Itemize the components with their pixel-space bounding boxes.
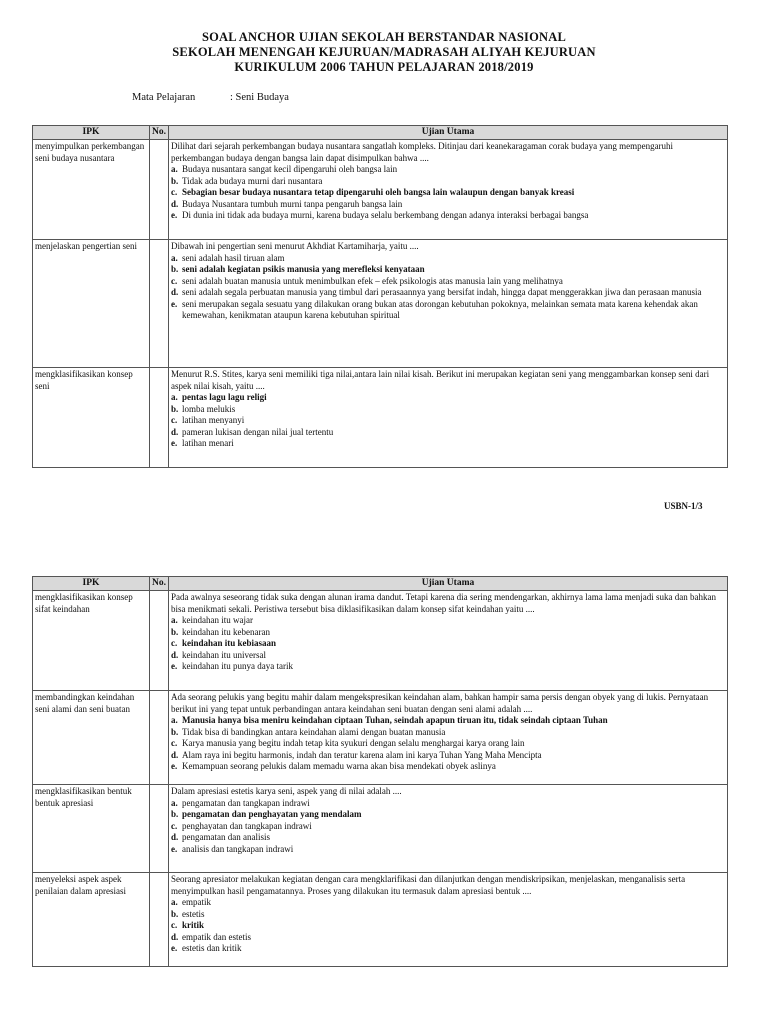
- answer-option: [171, 832, 725, 844]
- page-number: USBN-1/3: [664, 501, 703, 511]
- answer-option: [171, 253, 725, 265]
- answer-option: [171, 199, 725, 211]
- option-text: pengamatan dan penghayatan yang mendalam: [182, 809, 362, 819]
- answer-option: [171, 761, 725, 773]
- option-text: analisis dan tangkapan indrawi: [182, 843, 294, 854]
- ipk-cell: mengklasifikasikan bentuk bentuk apresiasi: [33, 785, 150, 873]
- number-cell: [150, 140, 169, 240]
- answer-option: [171, 264, 725, 276]
- question-row: [33, 691, 728, 785]
- ipk-cell: menjelaskan pengertian seni: [33, 240, 150, 368]
- answer-option: [171, 661, 725, 673]
- option-letter: a.: [171, 392, 178, 402]
- question-table-1: [32, 125, 728, 468]
- option-letter: a.: [171, 897, 178, 907]
- question-cell: [169, 240, 728, 368]
- option-letter: e.: [171, 438, 178, 448]
- option-text: Tidak ada budaya murni dari nusantara: [182, 175, 323, 186]
- option-letter: d.: [171, 931, 179, 942]
- option-letter: b.: [171, 726, 179, 737]
- option-text: latihan menyanyi: [182, 415, 245, 425]
- option-text: seni adalah hasil tiruan alam: [182, 252, 285, 263]
- option-text: latihan menari: [182, 438, 234, 448]
- subject-label: Mata Pelajaran: [132, 92, 196, 103]
- option-text: keindahan itu wajar: [182, 615, 253, 625]
- option-text: Manusia hanya bisa meniru keindahan ciptaan Tuhan, seindah apapun tiruan itu, tidak seindah ciptaan Tuhan: [182, 715, 608, 725]
- header-line-1: SOAL ANCHOR UJIAN SEKOLAH BERSTANDAR NASIONAL: [201, 30, 567, 44]
- answer-option: [171, 650, 725, 662]
- header-ipk: IPK: [33, 126, 150, 140]
- ipk-cell: menyimpulkan perkembangan seni budaya nusantara: [33, 140, 150, 240]
- option-text: Sebagian besar budaya nusantara tetap dipengaruhi oleh bangsa lain walaupun dengan banyak kreasi: [182, 187, 575, 197]
- option-letter: b.: [171, 809, 179, 819]
- option-text: seni adalah segala perbuatan manusia yang timbul dari perasaannya yang bersifat indah, hingga dapat menggerakkan jiwa dan perasaan manusia: [182, 287, 702, 297]
- ipk-cell: menyeleksi aspek aspek penilaian dalam apresiasi: [33, 873, 150, 967]
- option-letter: c.: [171, 638, 178, 648]
- option-text: seni adalah kegiatan psikis manusia yang merefleksi kenyataan: [182, 264, 425, 274]
- answer-option: [171, 943, 725, 955]
- question-table-2: [32, 576, 728, 967]
- option-letter: a.: [171, 715, 178, 725]
- header-no: No.: [150, 126, 169, 140]
- answer-option: [171, 909, 725, 921]
- question-cell: [169, 140, 728, 240]
- option-letter: c.: [171, 920, 178, 930]
- number-cell: [150, 368, 169, 468]
- option-letter: a.: [171, 797, 178, 808]
- header-ipk: IPK: [33, 577, 150, 591]
- question-row: [33, 140, 728, 240]
- question-stem: Seorang apresiator melakukan kegiatan dengan cara mengklarifikasi dan dilanjutkan dengan mendiskripsikan, menjelaskan, menganalisis serta menyimpulkan hasil pengamatannya. Proses yang dilakukan itu termasuk dalam apresiasi bentuk ....: [171, 874, 686, 896]
- option-letter: d.: [171, 749, 179, 760]
- option-text: seni merupakan segala sesuatu yang dilakukan orang bukan atas dorongan kebutuhan pokoknya, melainkan semata mata karena kehendak akan kemewahan, kenikmatan ataupun karena kebutuhan spiritual: [182, 298, 698, 320]
- option-letter: a.: [171, 252, 178, 263]
- option-letter: b.: [171, 175, 179, 186]
- ipk-cell: mengklasifikasikan konsep sifat keindahan: [33, 591, 150, 691]
- question-stem: Dibawah ini pengertian seni menurut Akhdiat Kartamiharja, yaitu ....: [171, 241, 419, 251]
- option-letter: e.: [171, 298, 178, 309]
- question-stem: Menurut R.S. Stites, karya seni memiliki tiga nilai,antara lain nilai kisah. Berikut ini merupakan kegiatan seni yang menggambarkan konsep seni dari aspek nilai kisah, yaitu ....: [171, 369, 710, 391]
- option-letter: d.: [171, 649, 179, 660]
- option-text: penghayatan dan tangkapan indrawi: [182, 820, 312, 831]
- option-letter: c.: [171, 820, 178, 831]
- subject-value: : Seni Budaya: [230, 92, 289, 103]
- header-ujian: Ujian Utama: [169, 126, 728, 140]
- option-letter: d.: [171, 198, 179, 209]
- answer-option: [171, 627, 725, 639]
- answer-option: [171, 920, 725, 932]
- answer-option: [171, 615, 725, 627]
- option-text: keindahan itu kebenaran: [182, 626, 270, 637]
- answer-option: [171, 287, 725, 299]
- answer-option: [171, 210, 725, 222]
- option-text: Alam raya ini begitu harmonis, indah dan teratur karena alam ini karya Tuhan Yang Maha Mencipta: [182, 749, 542, 760]
- answer-option: [171, 715, 725, 727]
- option-letter: b.: [171, 908, 179, 919]
- document-header: [0, 30, 768, 75]
- question-cell: [169, 368, 728, 468]
- option-letter: b.: [171, 264, 179, 274]
- option-text: empatik dan estetis: [182, 931, 251, 942]
- question-row: [33, 591, 728, 691]
- question-stem: Ada seorang pelukis yang begitu mahir dalam mengekspresikan keindahan alam, bahkan hampir sama persis dengan obyek yang di lukis. Pernyataan berikut ini yang tepat untuk perbandingan antara keindahan seni buatan dengan seni alami adalah ....: [171, 692, 709, 714]
- question-stem: Dalam apresiasi estetis karya seni, aspek yang di nilai adalah ....: [171, 786, 402, 796]
- option-text: pengamatan dan analisis: [182, 832, 270, 842]
- option-text: seni adalah buatan manusia untuk menimbulkan efek – efek psikologis atas manusia lain yang melihatnya: [182, 275, 563, 286]
- answer-option: [171, 798, 725, 810]
- header-ujian: Ujian Utama: [169, 577, 728, 591]
- option-letter: d.: [171, 426, 179, 437]
- question-stem: Pada awalnya seseorang tidak suka dengan alunan irama dandut. Tetapi karena dia sering mendengarkan, akhirnya lama lama menjadi suka dan bahkan bisa menikmati sekali. Peristiwa tersebut bisa diklasifikasikan dalam konsep sifat keindahan yaitu ....: [171, 592, 717, 614]
- option-letter: e.: [171, 761, 178, 771]
- answer-option: [171, 276, 725, 288]
- option-text: empatik: [182, 897, 211, 907]
- answer-option: [171, 638, 725, 650]
- question-cell: [169, 785, 728, 873]
- option-letter: c.: [171, 187, 178, 197]
- answer-option: [171, 187, 725, 199]
- number-cell: [150, 591, 169, 691]
- answer-option: [171, 164, 725, 176]
- option-text: keindahan itu kebiasaan: [182, 638, 277, 648]
- ipk-cell: membandingkan keindahan seni alami dan seni buatan: [33, 691, 150, 785]
- option-letter: a.: [171, 615, 178, 625]
- answer-option: [171, 897, 725, 909]
- option-letter: b.: [171, 626, 179, 637]
- answer-option: [171, 299, 725, 322]
- option-letter: c.: [171, 738, 178, 748]
- question-row: [33, 240, 728, 368]
- answer-option: [171, 415, 725, 427]
- header-no: No.: [150, 577, 169, 591]
- answer-option: [171, 809, 725, 821]
- answer-option: [171, 404, 725, 416]
- subject-line: [132, 92, 289, 103]
- option-text: kritik: [182, 920, 205, 930]
- question-row: [33, 785, 728, 873]
- option-letter: e.: [171, 943, 178, 953]
- answer-option: [171, 750, 725, 762]
- answer-option: [171, 727, 725, 739]
- answer-option: [171, 427, 725, 439]
- number-cell: [150, 240, 169, 368]
- answer-option: [171, 821, 725, 833]
- option-letter: e.: [171, 661, 178, 671]
- option-letter: e.: [171, 843, 178, 854]
- number-cell: [150, 785, 169, 873]
- option-text: Budaya nusantara sangat kecil dipengaruhi oleh bangsa lain: [182, 164, 398, 174]
- option-text: Karya manusia yang begitu indah tetap kita syukuri dengan selalu menghargai karya orang lain: [182, 738, 525, 748]
- answer-option: [171, 438, 725, 450]
- option-text: keindahan itu punya daya tarik: [182, 661, 293, 671]
- option-letter: b.: [171, 403, 179, 414]
- number-cell: [150, 691, 169, 785]
- question-cell: [169, 873, 728, 967]
- question-cell: [169, 591, 728, 691]
- option-text: lomba melukis: [182, 403, 236, 414]
- option-text: keindahan itu universal: [182, 649, 266, 660]
- option-letter: c.: [171, 275, 178, 286]
- question-cell: [169, 691, 728, 785]
- number-cell: [150, 873, 169, 967]
- answer-option: [171, 932, 725, 944]
- option-text: Kemampuan seorang pelukis dalam memadu warna akan bisa mendekati obyek aslinya: [182, 761, 496, 771]
- header-line-2: SEKOLAH MENENGAH KEJURUAN/MADRASAH ALIYAH KEJURUAN: [172, 45, 596, 59]
- option-letter: c.: [171, 415, 178, 425]
- header-line-3: KURIKULUM 2006 TAHUN PELAJARAN 2018/2019: [234, 60, 534, 74]
- answer-option: [171, 176, 725, 188]
- ipk-cell: mengklasifikasikan konsep seni: [33, 368, 150, 468]
- question-stem: Dilihat dari sejarah perkembangan budaya nusantara sangatlah kompleks. Ditinjau dari keanekaragaman corak budaya yang mempengaruhi perkembangan budaya dengan bangsa lain dapat disimpulkan bahwa ....: [171, 141, 674, 163]
- option-text: Budaya Nusantara tumbuh murni tanpa pengaruh bangsa lain: [182, 198, 403, 209]
- answer-option: [171, 738, 725, 750]
- option-letter: d.: [171, 287, 179, 297]
- option-text: pentas lagu lagu religi: [182, 392, 267, 402]
- option-letter: d.: [171, 832, 179, 842]
- answer-option: [171, 844, 725, 856]
- option-text: estetis: [182, 908, 205, 919]
- option-letter: e.: [171, 210, 178, 220]
- question-row: [33, 873, 728, 967]
- answer-option: [171, 392, 725, 404]
- option-letter: a.: [171, 164, 178, 174]
- option-text: pengamatan dan tangkapan indrawi: [182, 797, 310, 808]
- option-text: estetis dan kritik: [182, 943, 242, 953]
- option-text: Di dunia ini tidak ada budaya murni, karena budaya selalu berkembang dengan adanya interaksi berbagai bangsa: [182, 210, 589, 220]
- question-row: [33, 368, 728, 468]
- option-text: Tidak bisa di bandingkan antara keindahan alami dengan buatan manusia: [182, 726, 446, 737]
- option-text: pameran lukisan dengan nilai jual tertentu: [182, 426, 334, 437]
